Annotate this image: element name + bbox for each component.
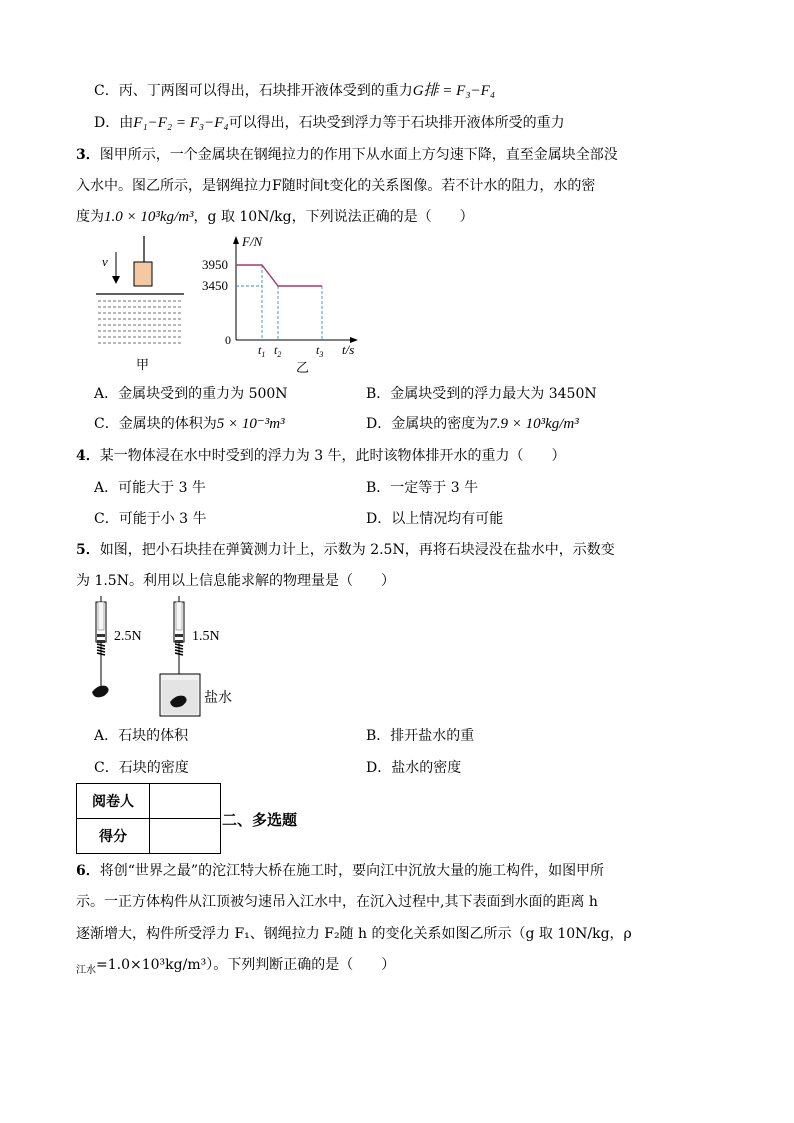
origin-label: 0 — [225, 333, 231, 347]
salt-water-label: 盐水 — [204, 691, 232, 706]
q5-option-a: A．石块的体积 — [94, 728, 189, 744]
q4-option-d: D．以上情况均有可能 — [366, 511, 504, 527]
tick-label-3950: 3950 — [202, 257, 228, 272]
q4-stem: 4．某一物体浸在水中时受到的浮力为 3 牛，此时该物体排开水的重力（ ） — [76, 448, 566, 464]
q3-line3 — [76, 208, 474, 226]
q5-number: 5． — [76, 542, 100, 558]
water-body — [98, 301, 182, 343]
q3-line1 — [76, 146, 618, 164]
q4-option-a: A．可能大于 3 牛 — [94, 480, 206, 496]
x-axis-label: t/s — [342, 342, 355, 357]
q2-option-d-formula: F₁−F₂ = F₃−F₄ — [133, 115, 229, 131]
q3-line2: 入水中。图乙所示，是钢绳拉力F随时间t变化的关系图像。若不计水的阻力，水的密 — [76, 178, 596, 194]
q3-figure-jia — [90, 234, 200, 374]
q2-option-d — [94, 114, 565, 132]
stone-1 — [92, 686, 109, 698]
q3-line3-pre: 度为 — [76, 209, 104, 225]
q6-line1: 6．将创“世界之最”的沱江特大桥在施工时，要向江中沉放大量的施工构件，如图甲所 — [76, 863, 605, 879]
q4-number: 4． — [76, 448, 100, 464]
q2-option-c-text: 丙、丁两图可以得出，石块排开液体受到的重力 — [118, 83, 413, 99]
q6-line4-sub: 江水 — [76, 964, 96, 976]
q3-density: 1.0 × 10³kg/m³ — [104, 209, 194, 225]
q2-option-c-formula: G排 = F₃−F₄ — [412, 83, 496, 99]
spring-scale-1 — [96, 596, 106, 688]
score-field[interactable] — [150, 819, 221, 854]
q3-number: 3． — [76, 147, 100, 163]
q4-option-b: B．一定等于 3 牛 — [366, 480, 479, 496]
guide-lines — [236, 265, 322, 340]
tick-t1: $t_1$ — [258, 343, 266, 359]
velocity-label: v — [102, 254, 108, 269]
y-axis-arrow — [233, 236, 239, 244]
score-box — [76, 783, 221, 854]
section-title: 二、多选题 — [222, 811, 298, 829]
tick-label-3450: 3450 — [202, 278, 228, 293]
q2-option-c-label: C． — [94, 83, 119, 99]
q6-number: 6． — [76, 863, 100, 879]
q5-figure — [86, 596, 256, 720]
reviewer-label: 阅卷人 — [77, 784, 150, 819]
q3-option-c: C．金属块的体积为5 × 10⁻³m³ — [94, 416, 285, 432]
q6-line3: 逐渐增大，构件所受浮力 F₁、钢绳拉力 F₂随 h 的变化关系如图乙所示（g 取 10N/kg，ρ — [76, 926, 632, 942]
q5-option-b: B．排开盐水的重 — [366, 728, 475, 744]
q5-line1: 5．如图，把小石块挂在弹簧测力计上，示数为 2.5N，再将石块浸没在盐水中，示数变 — [76, 542, 615, 558]
q3-figure-yi — [196, 232, 372, 376]
q2-option-d-text: 可以得出，石块受到浮力等于石块排开液体所受的重力 — [228, 115, 565, 131]
metal-block — [134, 262, 152, 286]
q2-option-d-label: D． — [94, 115, 120, 131]
tick-t2: $t_2$ — [274, 343, 282, 359]
velocity-arrow-head — [112, 276, 120, 284]
q3-option-a: A．金属块受到的重力为 500N — [94, 386, 288, 402]
q2-option-c — [94, 82, 495, 100]
q4-option-c: C．可能于小 3 牛 — [94, 511, 207, 527]
q6-line4: $_{江水}$=1.0×10³kg/m³）。下列判断正确的是（ ） — [76, 957, 396, 976]
tick-t3: $t_3$ — [316, 343, 324, 359]
fig-jia-caption: 甲 — [136, 357, 150, 372]
q3-option-d: D．金属块的密度为7.9 × 10³kg/m³ — [366, 416, 579, 432]
reviewer-field[interactable] — [150, 784, 221, 819]
scale-reading-1: 2.5N — [114, 629, 142, 644]
q5-line2: 为 1.5N。利用以上信息能求解的物理量是（ ） — [76, 573, 395, 589]
scale-reading-2: 1.5N — [192, 629, 220, 644]
force-series-line — [236, 265, 322, 286]
y-axis-label: F/N — [242, 234, 263, 249]
score-label: 得分 — [77, 819, 150, 854]
q3-option-b: B．金属块受到的浮力最大为 3450N — [366, 386, 597, 402]
q6-line2: 示。一正方体构件从江顶被匀速吊入江水中，在沉入过程中,其下表面到水面的距离 h — [76, 894, 598, 910]
fig-yi-caption: 乙 — [296, 360, 310, 375]
q3-line1-text: 图甲所示，一个金属块在钢绳拉力的作用下从水面上方匀速下降，直至金属块全部没 — [99, 147, 618, 163]
q2-option-d-pre: 由 — [119, 115, 134, 131]
q5-option-d: D．盐水的密度 — [366, 760, 462, 776]
q3-line3-post: ，g 取 10N/kg，下列说法正确的是（ ） — [193, 209, 474, 225]
q5-option-c: C．石块的密度 — [94, 760, 189, 776]
